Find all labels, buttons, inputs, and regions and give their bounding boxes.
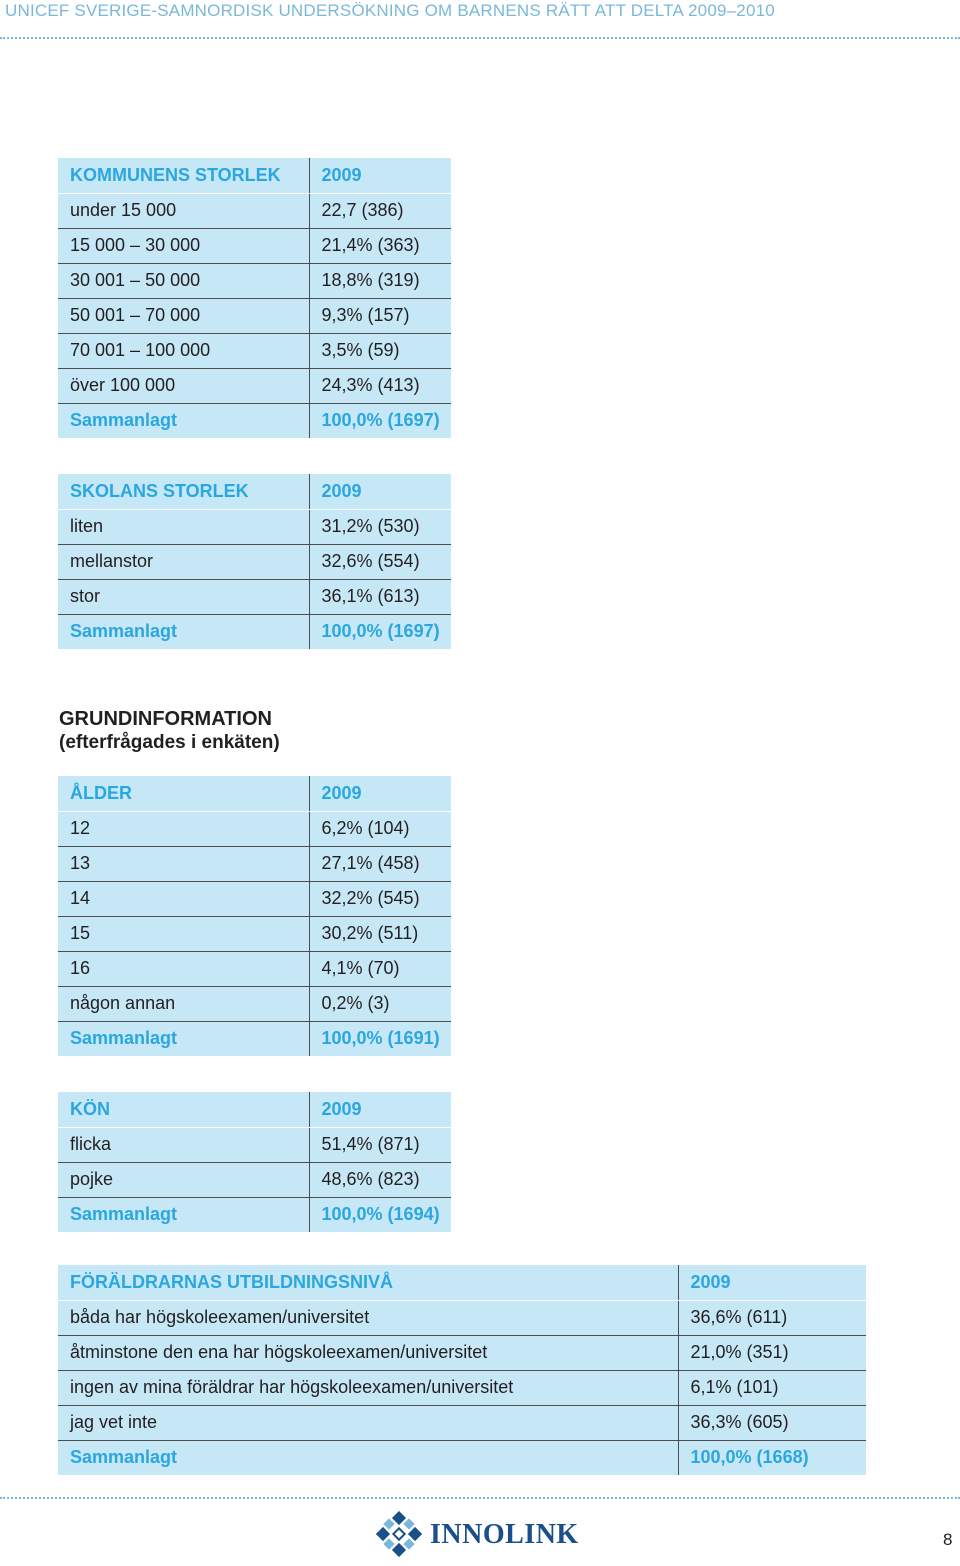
table-header-year: 2009 — [309, 776, 451, 811]
table-header-label: KÖN — [58, 1092, 309, 1127]
row-label: 14 — [58, 881, 309, 916]
row-value: 18,8% (319) — [309, 263, 451, 298]
row-value: 51,4% (871) — [309, 1127, 451, 1162]
table-row — [58, 579, 451, 614]
table-row — [58, 881, 451, 916]
table-header-label: ÅLDER — [58, 776, 309, 811]
row-value: 27,1% (458) — [309, 846, 451, 881]
row-label: någon annan — [58, 986, 309, 1021]
table-total-row — [58, 614, 451, 649]
innolink-emblem-icon — [376, 1511, 422, 1557]
total-value: 100,0% (1697) — [309, 614, 451, 649]
row-value: 22,7 (386) — [309, 193, 451, 228]
row-value: 3,5% (59) — [309, 333, 451, 368]
row-value: 32,2% (545) — [309, 881, 451, 916]
table-row — [58, 509, 451, 544]
innolink-logo — [376, 1511, 586, 1557]
row-value: 6,1% (101) — [678, 1370, 866, 1405]
row-label: mellanstor — [58, 544, 309, 579]
table-row — [58, 368, 451, 403]
row-value: 0,2% (3) — [309, 986, 451, 1021]
table-kon — [58, 1092, 451, 1232]
table-foraldrarnas-utbildningsniva — [58, 1265, 866, 1475]
total-value: 100,0% (1668) — [678, 1440, 866, 1475]
row-label: 13 — [58, 846, 309, 881]
footer-divider — [0, 1497, 960, 1499]
page-number: 8 — [943, 1530, 953, 1549]
total-label: Sammanlagt — [58, 1440, 678, 1475]
section-title-main: GRUNDINFORMATION — [59, 708, 272, 730]
table-header-year: 2009 — [678, 1265, 866, 1300]
row-label: 50 001 – 70 000 — [58, 298, 309, 333]
row-label: ingen av mina föräldrar har högskoleexamen/universitet — [58, 1370, 678, 1405]
table-skolans-storlek — [58, 474, 451, 649]
row-label: åtminstone den ena har högskoleexamen/universitet — [58, 1335, 678, 1370]
section-title — [59, 707, 280, 755]
row-label: 16 — [58, 951, 309, 986]
total-label: Sammanlagt — [58, 403, 309, 438]
row-value: 48,6% (823) — [309, 1162, 451, 1197]
row-value: 21,4% (363) — [309, 228, 451, 263]
table-row — [58, 916, 451, 951]
row-label: båda har högskoleexamen/universitet — [58, 1300, 678, 1335]
total-label: Sammanlagt — [58, 1021, 309, 1056]
row-value: 36,6% (611) — [678, 1300, 866, 1335]
table-row — [58, 1162, 451, 1197]
header-divider — [0, 37, 960, 39]
table-row — [58, 544, 451, 579]
row-value: 6,2% (104) — [309, 811, 451, 846]
table-row — [58, 1335, 866, 1370]
section-title-sub: (efterfrågades i enkäten) — [59, 732, 280, 753]
row-value: 4,1% (70) — [309, 951, 451, 986]
table-row — [58, 846, 451, 881]
table-header-label: FÖRÄLDRARNAS UTBILDNINGSNIVÅ — [58, 1265, 678, 1300]
total-value: 100,0% (1697) — [309, 403, 451, 438]
table-row — [58, 1127, 451, 1162]
table-row — [58, 333, 451, 368]
row-label: 15 — [58, 916, 309, 951]
table-kommunens-storlek — [58, 158, 451, 438]
table-row — [58, 193, 451, 228]
table-header-year: 2009 — [309, 1092, 451, 1127]
row-value: 24,3% (413) — [309, 368, 451, 403]
row-value: 30,2% (511) — [309, 916, 451, 951]
row-value: 36,1% (613) — [309, 579, 451, 614]
row-label: stor — [58, 579, 309, 614]
row-label: över 100 000 — [58, 368, 309, 403]
row-label: flicka — [58, 1127, 309, 1162]
table-header-year: 2009 — [309, 474, 451, 509]
total-label: Sammanlagt — [58, 614, 309, 649]
row-label: 15 000 – 30 000 — [58, 228, 309, 263]
table-row — [58, 1300, 866, 1335]
table-total-row — [58, 403, 451, 438]
table-row — [58, 1370, 866, 1405]
table-row — [58, 228, 451, 263]
row-label: 70 001 – 100 000 — [58, 333, 309, 368]
header-title: UNICEF SVERIGE-SAMNORDISK UNDERSÖKNING OM BARNENS RÄTT ATT DELTA 2009–2010 — [5, 1, 775, 20]
total-value: 100,0% (1694) — [309, 1197, 451, 1232]
table-header-label: KOMMUNENS STORLEK — [58, 158, 309, 193]
logo-text: INNOLINK — [430, 1519, 579, 1550]
table-total-row — [58, 1440, 866, 1475]
row-value: 36,3% (605) — [678, 1405, 866, 1440]
row-label: jag vet inte — [58, 1405, 678, 1440]
row-label: 30 001 – 50 000 — [58, 263, 309, 298]
table-row — [58, 951, 451, 986]
row-label: pojke — [58, 1162, 309, 1197]
table-header-year: 2009 — [309, 158, 451, 193]
table-row — [58, 263, 451, 298]
row-label: under 15 000 — [58, 193, 309, 228]
row-value: 32,6% (554) — [309, 544, 451, 579]
row-value: 31,2% (530) — [309, 509, 451, 544]
table-total-row — [58, 1197, 451, 1232]
row-value: 9,3% (157) — [309, 298, 451, 333]
total-label: Sammanlagt — [58, 1197, 309, 1232]
row-label: liten — [58, 509, 309, 544]
total-value: 100,0% (1691) — [309, 1021, 451, 1056]
table-row — [58, 986, 451, 1021]
row-value: 21,0% (351) — [678, 1335, 866, 1370]
table-total-row — [58, 1021, 451, 1056]
table-alder — [58, 776, 451, 1056]
table-row — [58, 811, 451, 846]
table-row — [58, 1405, 866, 1440]
row-label: 12 — [58, 811, 309, 846]
table-row — [58, 298, 451, 333]
table-header-label: SKOLANS STORLEK — [58, 474, 309, 509]
